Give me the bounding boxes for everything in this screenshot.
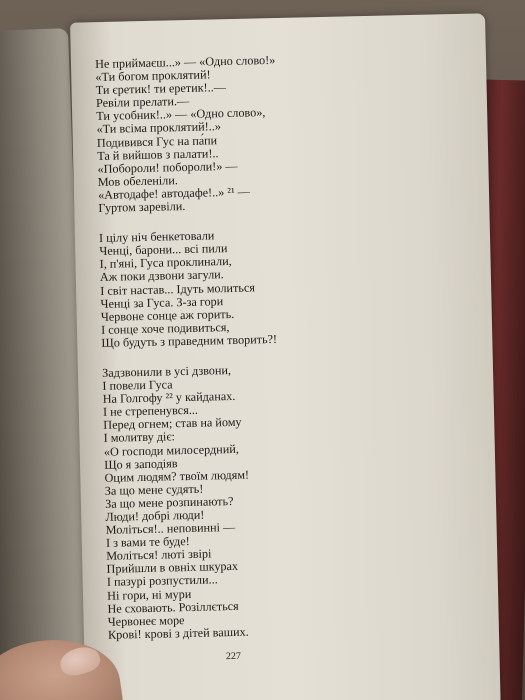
poem-line: Ти єретик! ти еретик!..— — [95, 80, 227, 98]
poem-line: «О господи милосердний, — [103, 441, 239, 459]
poem-line: «Автодафе! автодафе!..» ²¹ — — [97, 184, 251, 202]
poem-text — [95, 51, 438, 642]
poem-line: І не стрепенувся... — [102, 403, 199, 420]
poem-line: І світ настав... Ідуть молиться — [100, 279, 256, 298]
poem-line: І сонце хоче подивиться, — [101, 319, 230, 337]
poem-line: Моліться!.. неповинні — — [105, 520, 236, 537]
poem-line: І молитву діє: — [103, 429, 176, 446]
poem-line: Що я заподіяв — [104, 455, 178, 472]
poem-line: Задзвонили в усі дзвони, — [101, 362, 232, 380]
poem-line: Не приймаєш...» — «Одно слово!» — [94, 52, 276, 71]
poem-line: Що будуть з праведним творить?! — [101, 331, 278, 350]
poem-line: І цілу ніч бенкетовали — [98, 228, 215, 246]
page-number: 227 — [225, 650, 242, 663]
poem-line: Перед огнем; став на йому — [103, 415, 242, 433]
poem-line: Прийшли в овніх шкурах — [106, 559, 239, 577]
poem-line: Аж поки дзвони загули. — [99, 267, 224, 285]
poem-line: Оцим людям? твоїм людям! — [104, 467, 250, 485]
poem-line: І з вами те буде! — [105, 534, 190, 551]
poem-line: І повели Гуса — [102, 377, 173, 393]
poem-line: Подивився Гус на па́пи — [96, 132, 218, 150]
stanza-2 — [99, 225, 432, 350]
poem-line: Ченці за Гуса. З-за гори — [100, 293, 224, 311]
poem-line: І пазурі розпустили... — [106, 572, 218, 590]
poem-line: І, п'яні, Гуса проклинали, — [99, 254, 232, 272]
poem-line: Люди! добрі люди! — [105, 507, 205, 524]
poem-line: Моліться! люті звірі — [106, 546, 212, 564]
poem-line: Ревіли прелати.— — [95, 94, 190, 111]
poem-line: Червонеє море — [107, 612, 185, 629]
poem-line: Ченці, барони... всі пили — [99, 241, 228, 259]
poem-line: На Голгофу ²² у кайданах. — [102, 389, 236, 407]
poem-line: Червоне сонце аж горить. — [100, 306, 235, 324]
poem-line: Крові! крові з дітей ваших. — [107, 624, 249, 642]
stanza-1 — [95, 51, 428, 216]
poem-line: Не сховають. Розіллється — [107, 598, 239, 616]
poem-line: Ти усобник!..» — «Одно слово», — [96, 105, 266, 124]
poem-line: Та й вийшов з палати!.. — [97, 145, 219, 163]
poem-line: За що мене судять! — [104, 481, 204, 498]
poem-line: За що мене розпинають? — [104, 493, 234, 511]
poem-line: «Поборoли! побороли!» — — [97, 158, 238, 176]
poem-line: Мов обеленіли. — [97, 172, 178, 189]
poem-line: «Ти богом проклятий! — [95, 67, 211, 85]
poem-line: Ні гори, ні мури — [107, 586, 192, 603]
stanza-3 — [102, 359, 438, 641]
poem-line: Гуртом заревіли. — [98, 199, 186, 215]
poem-line: «Ти всіма проклятий!..» — [96, 119, 222, 137]
